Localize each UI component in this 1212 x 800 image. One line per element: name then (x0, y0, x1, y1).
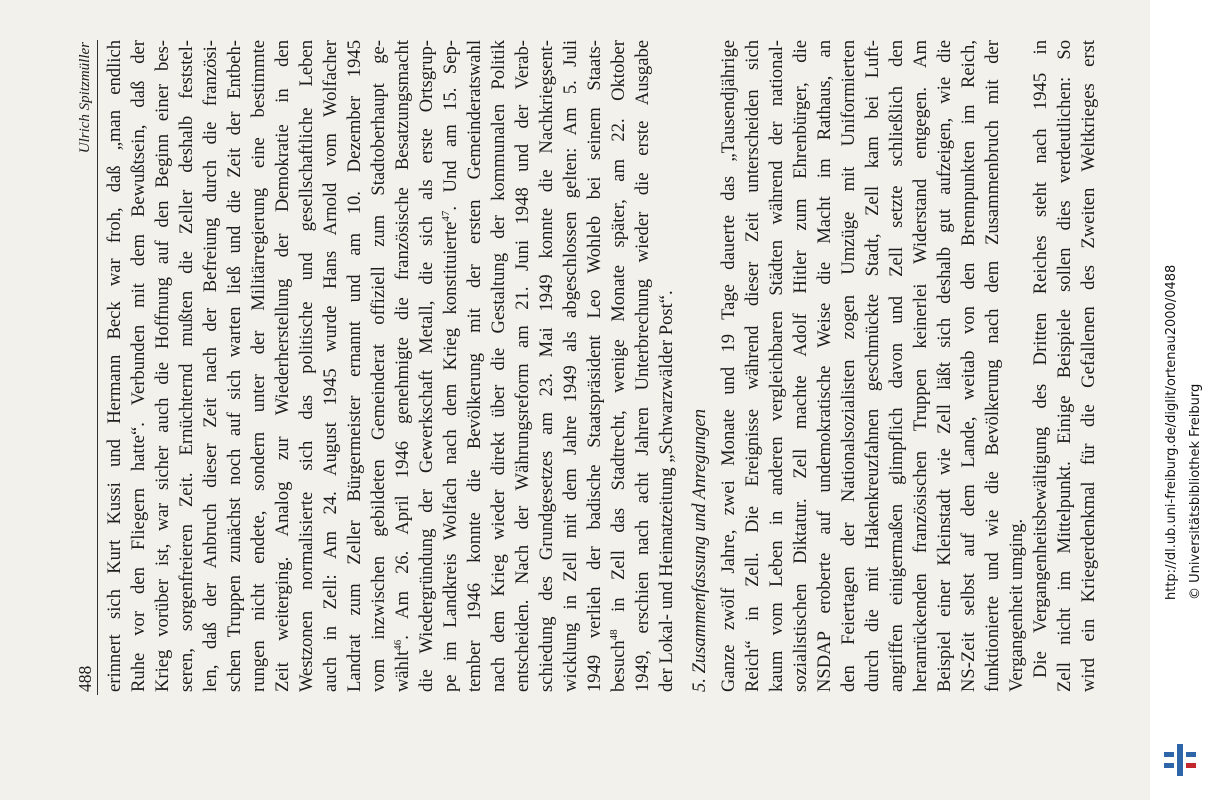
footnote-ref: 46 (392, 639, 404, 651)
text-line: 1949 verlieh der badische Staatspräsident Leo Wohleb bei seinem Staats- (584, 40, 605, 692)
copyright-notice: © Universitätsbibliothek Freiburg (1188, 383, 1203, 600)
text-line: len, daß der Anbruch dieser Zeit nach der Befreiung durch die französi- (200, 40, 221, 692)
text-line-footnote-48 (607, 40, 631, 692)
footnote-ref: 48 (608, 629, 620, 641)
text-line: Vergangenheit umging. (1006, 518, 1027, 692)
text-line: vom inzwischen gebildeten Gemeinderat offiziell zum Stadtoberhaupt ge- (368, 40, 389, 692)
text-line: die Wiedergründung der Gewerkschaft Metall, die sich als erste Ortsgrup- (416, 40, 437, 692)
text-line: kaum vom Leben in anderen vergleichbaren Städten während der national- (766, 40, 787, 692)
text-line: 1949, erschien nach acht Jahren Unterbrechung wieder die erste Ausgabe (632, 40, 653, 692)
text-line-footnote-47 (439, 40, 463, 692)
text-line: rungen nicht endete, sondern unter der Militärregierung eine bestimmte (248, 40, 269, 692)
text-line: Krieg vorüber ist, war sicher auch die Hoffnung auf den Beginn einer bes- (152, 40, 173, 692)
text-line: funktionierte und wie die Bevölkerung nach dem Zusammenbruch mit der (982, 40, 1003, 692)
text-line: wicklung in Zell mit dem Jahre 1949 als abgeschlossen gelten: Am 5. Juli (560, 40, 581, 692)
text-line: auch in Zell: Am 24. August 1945 wurde Hans Arnold vom Wolfacher (320, 40, 341, 692)
text-line: sozialistischen Diktatur. Zell machte Adolf Hitler zum Ehrenbürger, die (790, 40, 811, 692)
header-rule (97, 40, 98, 695)
text-line: Reich“ in Zell. Die Ereignisse während dieser Zeit unterscheiden sich (742, 40, 763, 692)
section-heading: 5. Zusammenfassung und Anregungen (689, 408, 710, 692)
running-header-author: Ulrich Spitzmüller (77, 42, 93, 154)
text-run: . Am 26. April 1946 genehmigte die französische Besatzungsmacht (392, 40, 413, 640)
text-line: Ganze zwölf Jahre, zwei Monate und 19 Tage dauerte das „Tausendjährige (718, 40, 739, 692)
text-run: wählt (392, 650, 413, 692)
text-line: heranrückenden französischen Truppen keinerlei Widerstand entgegen. Am (910, 40, 931, 692)
text-line-footnote-46 (391, 40, 415, 692)
text-line: der Lokal- und Heimatzeitung „Schwarzwälder Post“. (656, 290, 677, 692)
text-line: NSDAP eroberte auf undemokratische Weise die Macht im Rathaus, an (814, 40, 835, 692)
text-run: . Und am 15. Sep- (440, 40, 461, 211)
text-line: Ruhe vor den Fliegern hatte“. Verbunden mit dem Bewußtsein, daß der (128, 40, 149, 692)
text-line: durch die mit Hakenkreuzfahnen geschmückte Stadt, Zell kam bei Luft- (862, 40, 883, 692)
library-margin (1150, 0, 1212, 800)
text-line: seren, sorgenfreieren Zeit. Ernüchternd mußten die Zeller deshalb feststel- (176, 40, 197, 692)
text-line: Westzonen normalisierte sich das politische und gesellschaftliche Leben (296, 40, 317, 692)
text-run: besuch (608, 640, 629, 692)
footnote-ref: 47 (440, 210, 452, 222)
source-url-link[interactable]: http://dl.ub.uni-freiburg.de/diglit/ortenau2000/0488 (1164, 264, 1179, 600)
text-line: schiedung des Grundgesetzes am 23. Mai 1949 konnte die Nachkriegsent- (536, 40, 557, 692)
text-run: pe im Landkreis Wolfach nach dem Krieg konstituierte (440, 221, 461, 692)
text-line: NS-Zeit selbst auf dem Lande, weitab von den Brennpunkten im Reich, (958, 40, 979, 692)
text-line: Beispiel einer Kleinstadt wie Zell läßt sich deshalb gut aufzeigen, wie die (934, 40, 955, 692)
text-line: Landrat zum Zeller Bürgermeister ernannt und am 10. Dezember 1945 (344, 40, 365, 692)
text-line: wird ein Kriegerdenkmal für die Gefallenen des Zweiten Weltkrieges erst (1078, 40, 1099, 692)
page-number: 488 (75, 665, 95, 692)
text-line: tember 1946 konnte die Bevölkerung mit der ersten Gemeinderatswahl (464, 40, 485, 692)
text-line: entscheiden. Nach der Währungsreform am 21. Juni 1948 und der Verab- (512, 40, 533, 692)
text-line: angriffen einigermaßen glimpflich davon und Zell setzte schließlich den (886, 40, 907, 692)
margin-text-area (1150, 0, 1212, 800)
text-line: nach dem Krieg wieder direkt über die Gestaltung der kommunalen Politik (488, 40, 509, 692)
text-line: schen Truppen zunächst noch auf sich warten ließ und die Zeit der Entbeh- (224, 40, 245, 692)
text-line: Die Vergangenheitsbewältigung des Dritten Reiches steht nach 1945 in (1030, 40, 1051, 678)
text-line: Zell nicht im Mittelpunkt. Einige Beispiele sollen dies verdeutlichen: So (1054, 40, 1075, 692)
text-line: den Feiertagen der Nationalsozialisten zogen Umzüge mit Uniformierten (838, 40, 859, 692)
text-line: erinnert sich Kurt Kussi und Hermann Beck war froh, daß „man endlich (104, 40, 125, 692)
ub-freiburg-logo-icon (1164, 744, 1196, 776)
text-run: in Zell das Stadtrecht, wenige Monate später, am 22. Oktober (608, 40, 629, 630)
text-line: Zeit weiterging. Analog zur Wiederherstellung der Demokratie in den (272, 40, 293, 692)
